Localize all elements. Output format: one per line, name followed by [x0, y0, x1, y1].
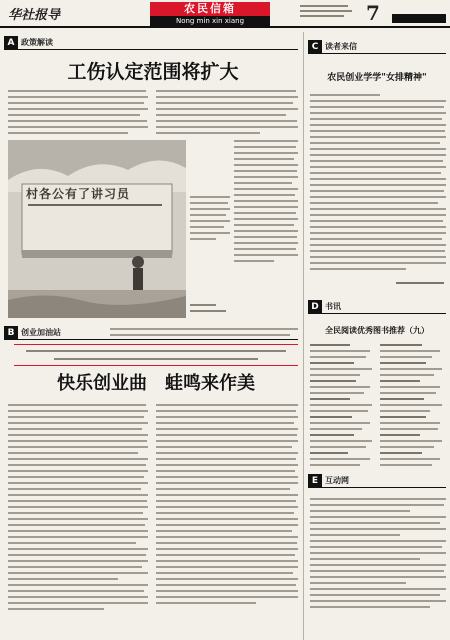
photo-inscription: 村各公有了讲习员 — [26, 187, 131, 201]
section-a-body-side — [234, 140, 298, 266]
banner-title: 农民信箱 — [150, 2, 270, 16]
masthead — [0, 0, 450, 28]
section-d-list-left — [310, 344, 376, 470]
section-a-body-right — [156, 90, 298, 138]
section-a-letter: A — [4, 36, 18, 50]
section-e-letter: E — [308, 474, 322, 488]
village-wall-illustration — [8, 140, 186, 318]
section-b-deck — [14, 344, 298, 366]
banner-subtitle: Nong min xin xiang — [150, 16, 270, 26]
issue-date-bar — [392, 14, 446, 23]
section-a-body-left — [8, 90, 148, 138]
paper-logo: 华社报导 — [8, 8, 61, 23]
section-c-headline: 农民创业学学"女排精神" — [327, 73, 427, 83]
section-e-body — [310, 498, 446, 612]
section-b-label: 创业加油站 — [21, 328, 61, 337]
section-d-header — [308, 300, 446, 314]
column-divider — [303, 32, 304, 640]
section-c-byline — [396, 282, 444, 284]
section-b-intro — [110, 328, 298, 340]
section-b-body-right — [156, 404, 298, 608]
section-d-list-right — [380, 344, 446, 470]
page-banner — [150, 2, 270, 26]
section-d-letter: D — [308, 300, 322, 314]
section-d-label: 书讯 — [325, 302, 341, 311]
section-a-headline: 工伤认定范围将扩大 — [67, 61, 239, 83]
section-b-body-left — [8, 404, 148, 614]
section-c-label: 读者来信 — [325, 42, 357, 51]
village-lecture-photo — [8, 140, 186, 318]
section-b-letter: B — [4, 326, 18, 340]
section-c-letter: C — [308, 40, 322, 54]
section-e-label: 互动网 — [325, 476, 349, 485]
section-b-headline: 快乐创业曲 蛙鸣来作美 — [57, 373, 255, 394]
section-c-header — [308, 40, 446, 54]
section-d-headline: 全民阅读优秀图书推荐（九） — [325, 325, 429, 335]
photo-credit — [190, 304, 230, 318]
section-a-header — [4, 36, 298, 50]
section-e-header — [308, 474, 446, 488]
section-c-body — [310, 94, 446, 274]
editor-info-block — [300, 3, 358, 25]
section-a-label: 政策解读 — [21, 38, 53, 47]
page-number: 7 — [366, 1, 380, 25]
photo-caption — [190, 196, 230, 276]
